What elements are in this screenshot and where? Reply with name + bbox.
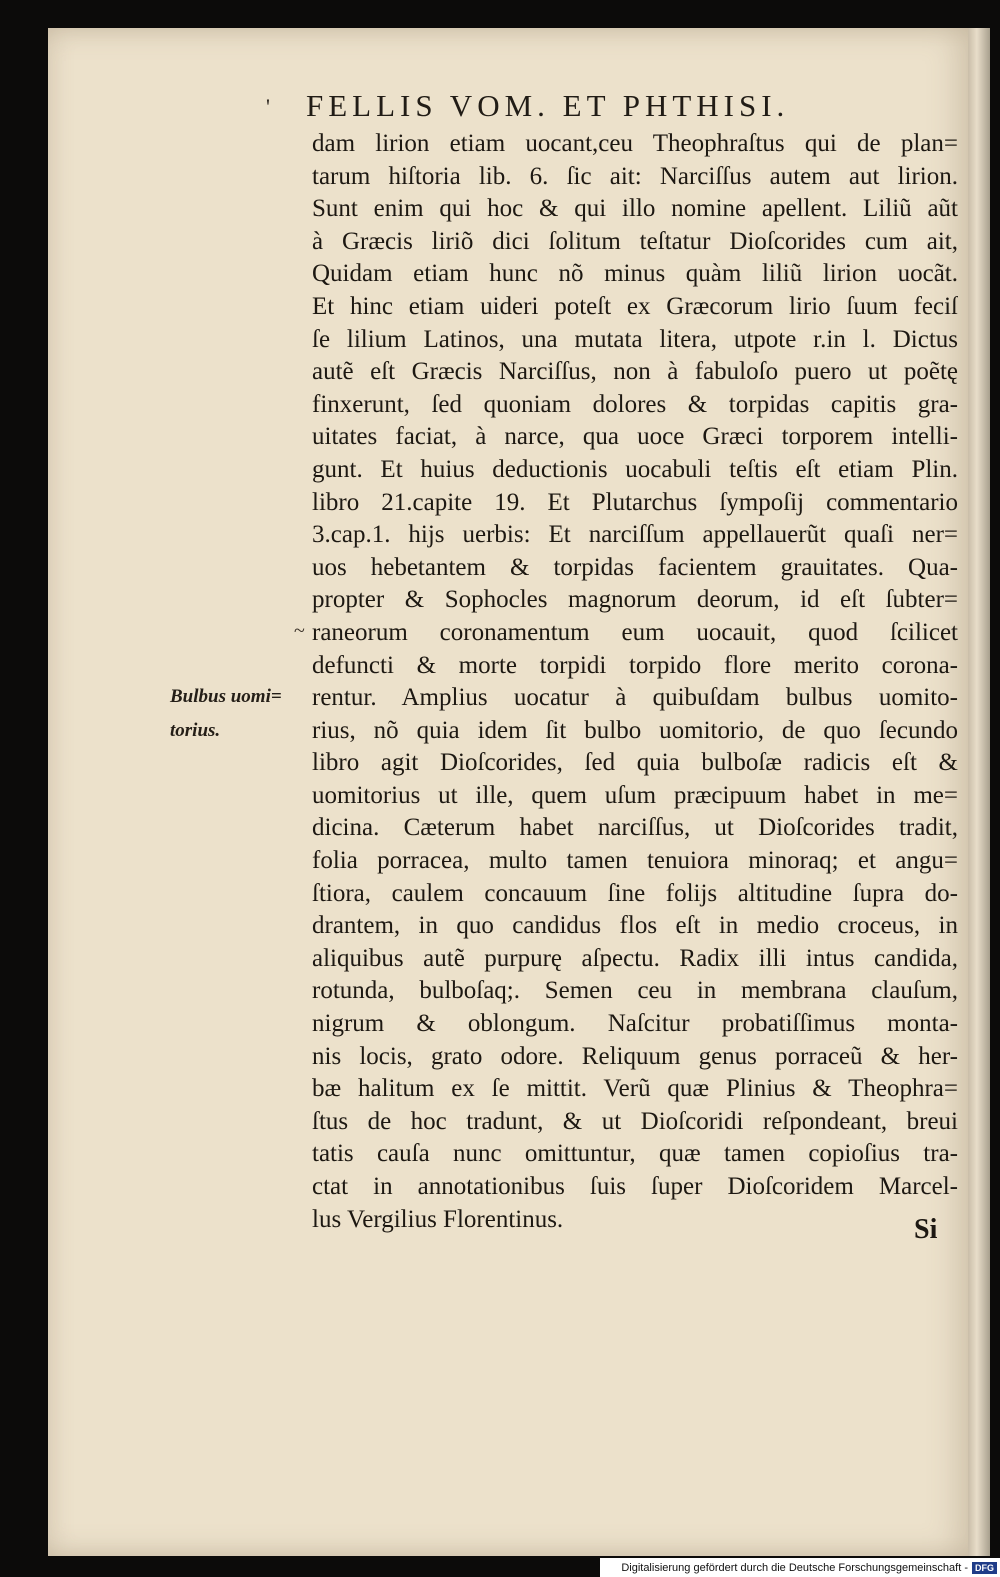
text-line: uitates faciat, à narce, qua uoce Græci torporem intelli- — [312, 423, 958, 451]
text-line: finxerunt, ſed quoniam dolores & torpidas capitis gra- — [312, 390, 958, 418]
text-line: ſe lilium Latinos, una mutata litera, utpote r.in l. Dictus — [312, 325, 958, 353]
text-line: rotunda, bulboſaq;. Semen ceu in membrana clauſum, — [312, 977, 958, 1005]
text-line: Et hinc etiam uideri poteſt ex Græcorum lirio ſuum feciſ — [312, 292, 958, 320]
marginal-note-line: Bulbus uomi= — [170, 686, 282, 707]
text-line: rius, nõ quia idem ſit bulbo uomitorio, de quo ſecundo — [312, 716, 958, 744]
text-line: 3.cap.1. hijs uerbis: Et narciſſum appellauerũt quaſi ner= — [312, 521, 958, 549]
text-line: propter & Sophocles magnorum deorum, id eſt ſubter= — [312, 586, 958, 614]
margin-mark: ~ — [294, 620, 305, 642]
text-line: tarum hiſtoria lib. 6. ſic ait: Narciſſus autem aut lirion. — [312, 162, 958, 190]
text-line: libro agit Dioſcorides, ſed quia bulboſæ radicis eſt & — [312, 749, 958, 777]
text-line: Quidam etiam hunc nõ minus quàm liliũ lirion uocãt. — [312, 260, 958, 288]
text-line: raneorum coronamentum eum uocauit, quod ſcilicet — [312, 618, 958, 646]
text-line: tatis cauſa nunc omittuntur, quæ tamen copioſius tra- — [312, 1140, 958, 1168]
text-line: autẽ eſt Græcis Narciſſus, non à fabuloſo puero ut poẽtę — [312, 358, 958, 386]
text-line: nigrum & oblongum. Naſcitur probatiſſimus monta- — [312, 1010, 958, 1038]
marginal-note — [170, 680, 300, 748]
text-line: aliquibus autẽ purpurę aſpectu. Radix illi intus candida, — [312, 944, 958, 972]
credit-text: Digitalisierung gefördert durch die Deutsche Forschungsgemeinschaft - — [621, 1561, 968, 1574]
dfg-logo-icon: DFG — [972, 1562, 997, 1574]
catchword: Si — [914, 1214, 938, 1245]
text-line: folia porracea, multo tamen tenuiora minoraq; et angu= — [312, 847, 958, 875]
text-line: drantem, in quo candidus flos eſt in medio croceus, in — [312, 912, 958, 940]
text-line: gunt. Et huius deductionis uocabuli teſtis eſt etiam Plin. — [312, 455, 958, 483]
text-line: Sunt enim qui hoc & qui illo nomine apellent. Liliũ aũt — [312, 195, 958, 223]
text-line: lus Vergilius Florentinus. — [312, 1205, 564, 1233]
page-edge — [968, 28, 990, 1556]
folio-mark: ' — [266, 94, 270, 119]
text-line: dicina. Cæterum habet narciſſus, ut Dioſcorides tradit, — [312, 814, 958, 842]
text-line: dam lirion etiam uocant,ceu Theophraſtus qui de plan= — [312, 130, 958, 157]
body-text — [312, 128, 958, 1236]
text-line: ctat in annotationibus ſuis ſuper Dioſcoridem Marcel- — [312, 1173, 958, 1200]
text-line: bæ halitum ex ſe mittit. Verũ quæ Plinius & Theophra= — [312, 1075, 958, 1103]
text-line: rentur. Amplius uocatur à quibuſdam bulbus uomito- — [312, 684, 958, 712]
text-line: uos hebetantem & torpidas facientem grauitates. Qua- — [312, 553, 958, 581]
text-line: à Græcis liriõ dici ſolitum teſtatur Dioſcorides cum ait, — [312, 227, 958, 255]
text-line: nis locis, grato odore. Reliquum genus porraceũ & her- — [312, 1042, 958, 1070]
digitization-credit — [600, 1558, 1000, 1577]
text-line: ſtiora, caulem concauum ſine folijs altitudine ſupra do- — [312, 879, 958, 907]
text-line: ſtus de hoc tradunt, & ut Dioſcoridi reſpondeant, breui — [312, 1107, 958, 1135]
running-head: FELLIS VOM. ET PHTHISI. — [306, 88, 790, 123]
text-line: uomitorius ut ille, quem uſum præcipuum habet in me= — [312, 781, 958, 809]
text-line: defuncti & morte torpidi torpido flore merito corona- — [312, 651, 958, 679]
text-line: libro 21.capite 19. Et Plutarchus ſympoſij commentario — [312, 488, 958, 516]
marginal-note-line: torius. — [170, 720, 221, 741]
